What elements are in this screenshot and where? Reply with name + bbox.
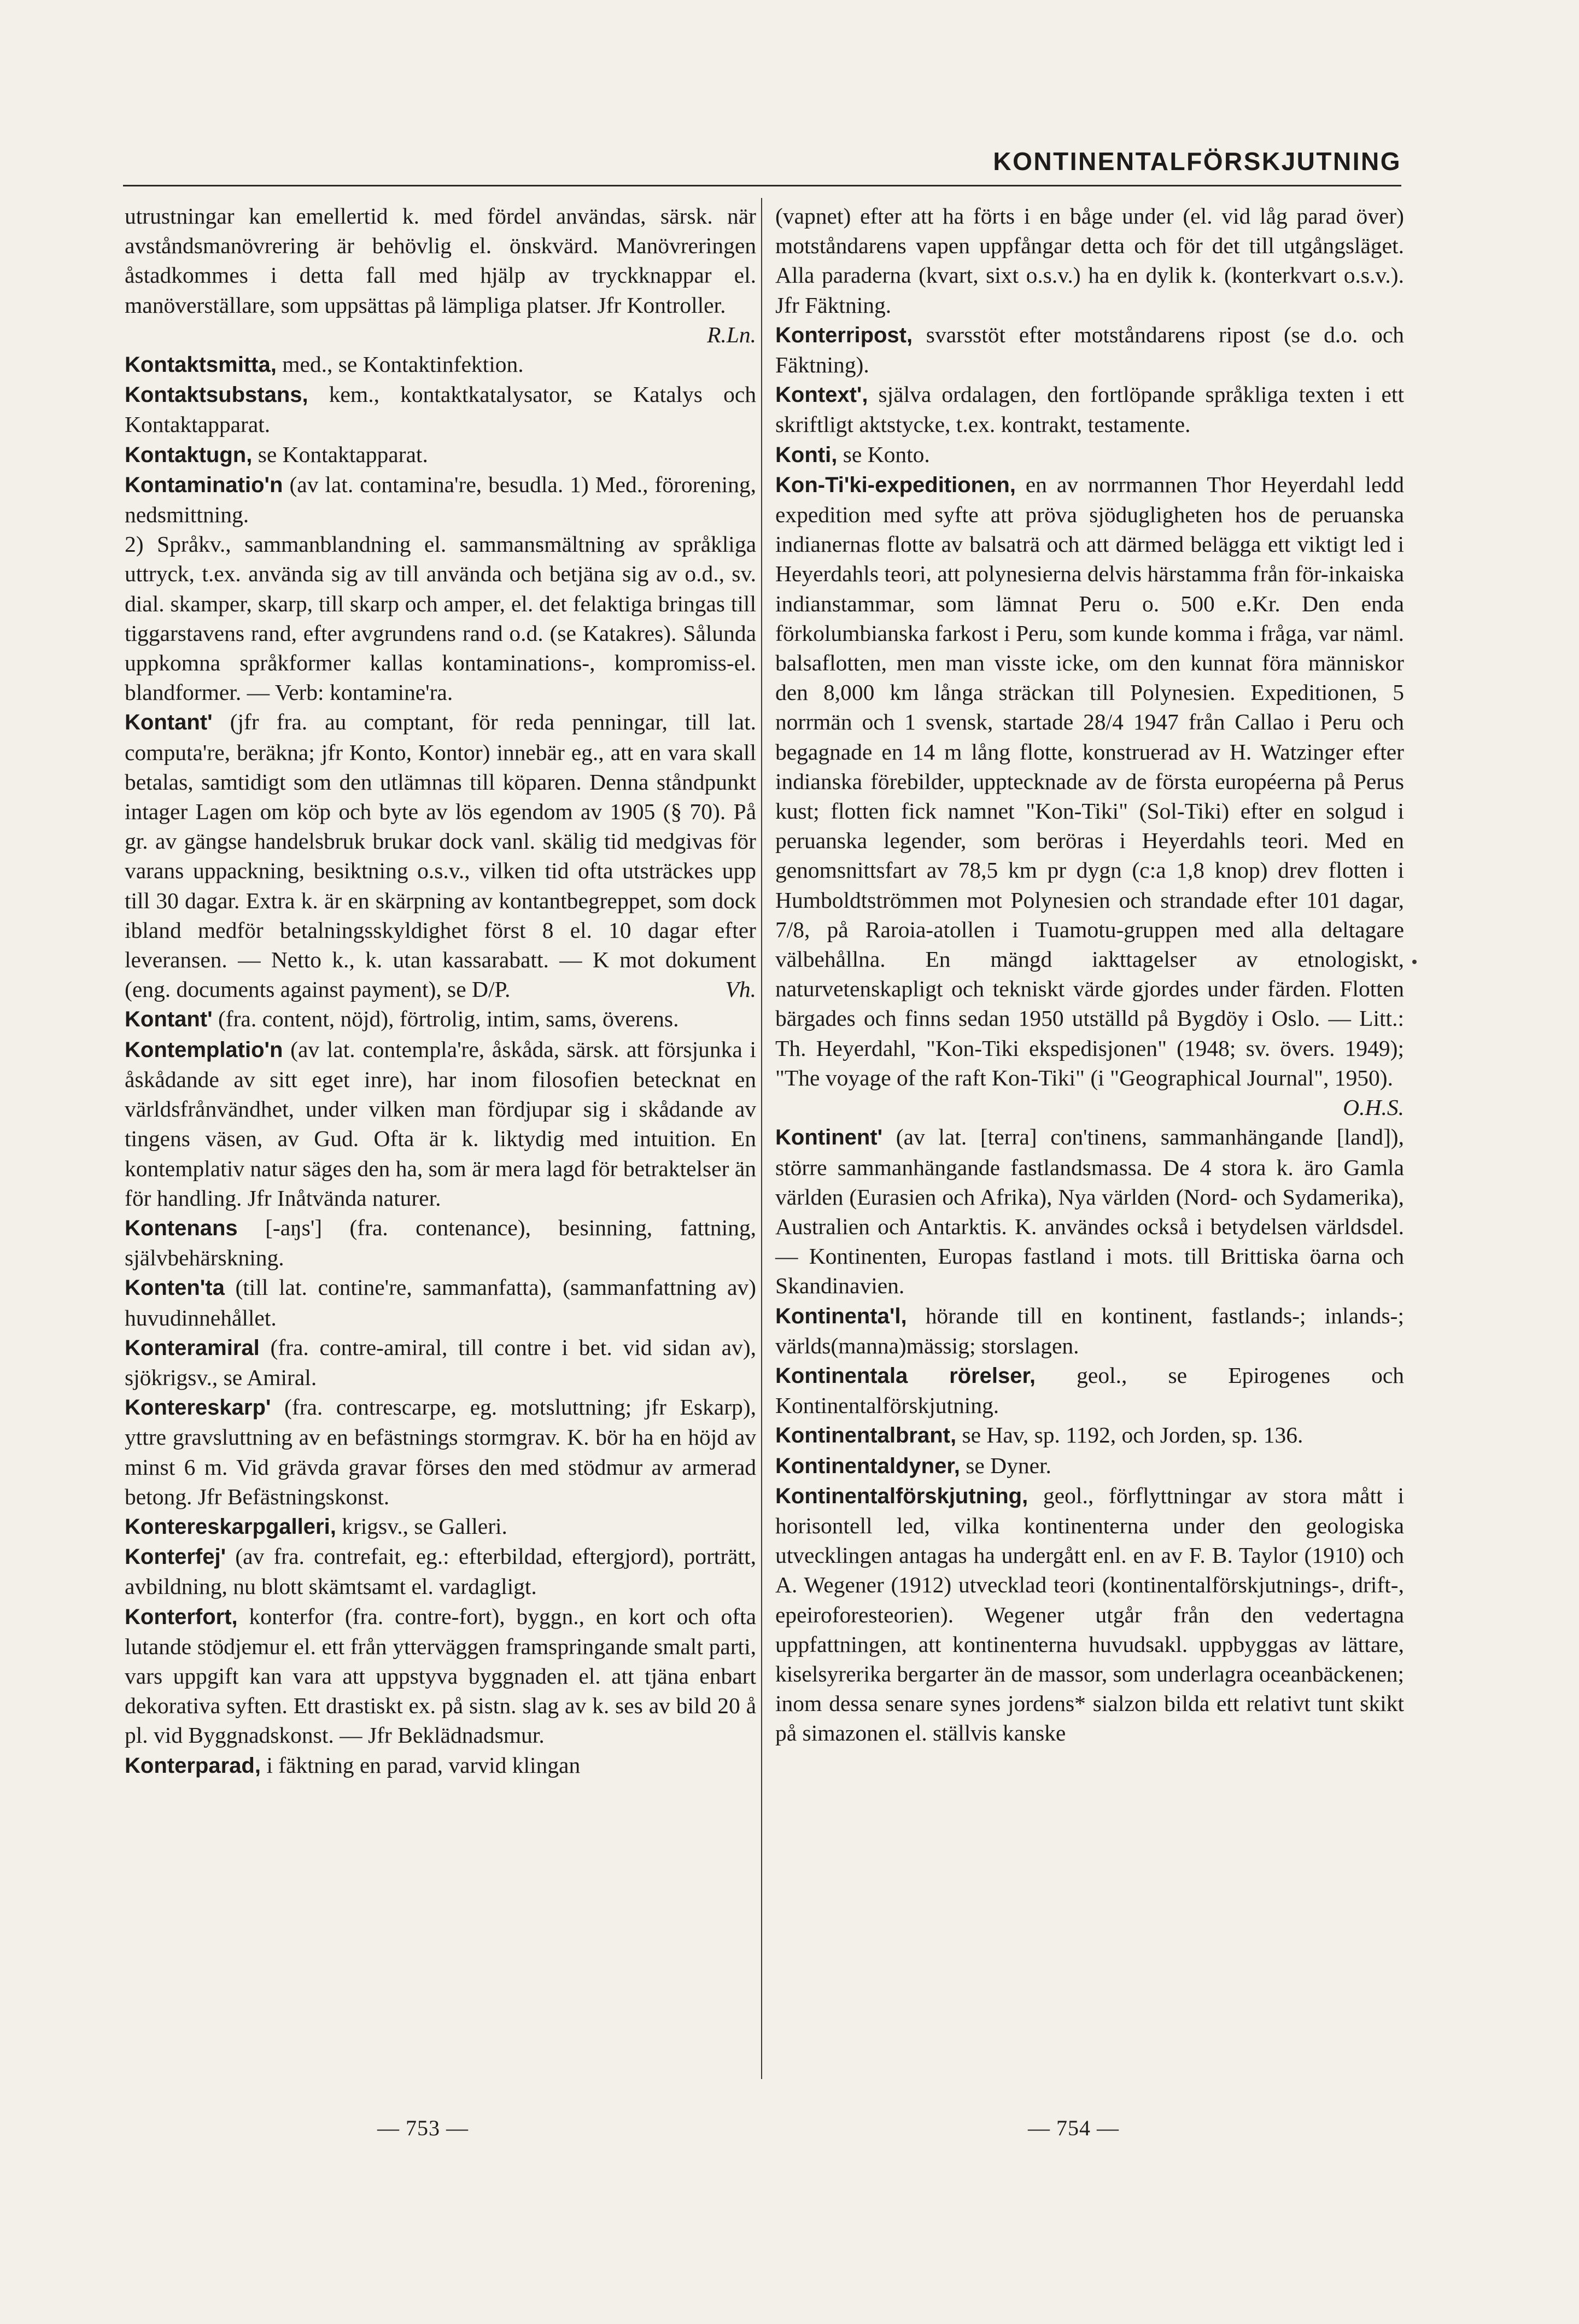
entry-text: själva ordalagen, den fortlöpande språkliga texten i ett skriftligt aktstycke, t.ex. kontrakt, testamente. — [775, 382, 1404, 437]
entry-text: en av norrmannen Thor Heyerdahl ledd expedition med syfte att pröva sjödugligheten hos de peruanska indianernas flotte av balsaträ och att därmed belägga ett viktigt led i Heyerdahls teori, att polynesierna delvis härstamma från för-inkaiska indianstammar, som lämnat Peru o. 500 e.Kr. Den enda förkolumbianska farkost i Peru, som kunde komma i fråga, var näml. balsaflotten, men man visste icke, om den kunnat föra människor den 8,000 km långa sträckan till Polynesien. Expeditionen, 5 norrmän och 1 svensk, startade 28/4 1947 från Callao i Peru och begagnade en 14 m lång flotte, konstruerad av H. Watzinger efter indianska förebilder, upptecknade av de första européerna på Perus kust; flotten fick namnet "Kon-Tiki" (Sol-Tiki) efter en solgud i peruanska legender, som beröras i Heyerdahls teori. Med en genomsnittsfart av 78,5 km pr dygn (c:a 1,8 knop) drev flotten i Humboldtströmmen mot Polynesien och strandade efter 101 dagar, 7/8, på Raroia-atollen i Tuamotu-gruppen med alla deltagare välbehållna. En mängd iakttagelser av etnologiskt, naturvetenskapligt och tekniskt värde gjordes under färden. Flotten bärgades och finns sedan 1950 utställd på Bygdöy i Oslo. — Litt.: Th. Heyerdahl, "Kon-Tiki ekspedisjonen" (1948; sv. övers. 1949); "The voyage of the raft Kon-Tiki" (i "Geographical Journal", 1950). — [775, 471, 1404, 1090]
entry-text: konterfor (fra. contre-fort), byggn., en kort och ofta lutande stödjemur el. ett från ytterväggen framspringande smalt parti, vars uppgift kan vara att uppstyva byggnaden el. att tjäna enbart dekorativa syften. Ett drastiskt ex. på sistn. slag av k. ses av bild 20 å pl. vid Byggnadskonst. — Jfr Beklädnadsmur. — [125, 1603, 756, 1748]
entry-text: (av fra. contrefait, eg.: efterbildad, eftergjord), porträtt, avbildning, nu blott skämtsamt el. vardagligt. — [125, 1544, 756, 1599]
right-column — [775, 201, 1404, 1748]
entry-text: (jfr fra. au comptant, för reda penningar, till lat. computa're, beräkna; jfr Konto, Kontor) innebär eg., att en vara skall betalas, samtidigt som den utlämnas till köparen. Denna ståndpunkt intager Lagen om köp och byte av lös egendom av 1905 (§ 70). På gr. av gängse handelsbruk brukar dock vanl. skälig tid medgivas för varans uppackning, besiktning o.s.v., vilken tid ofta utsträckes upp till 30 dagar. Extra k. är en skärpning av kontantbegreppet, som dock ibland medför betalningsskyldighet först 8 el. 10 dagar efter leveransen. — Netto k., k. utan kassarabatt. — K mot dokument (eng. documents against payment), se D/P. — [125, 709, 756, 1002]
dictionary-entry — [125, 201, 756, 349]
dictionary-entry — [775, 1122, 1404, 1300]
page-number-left: — 753 — — [377, 2116, 469, 2140]
entry-headword: Konterripost, — [775, 323, 913, 347]
author-signature: Vh. — [725, 977, 756, 1002]
dictionary-entry — [775, 1301, 1404, 1360]
entry-text: (till lat. contine're, sammanfatta), (sammanfattning av) huvudinnehållet. — [125, 1275, 756, 1330]
entry-headword: Kontereskarp' — [125, 1395, 271, 1420]
entry-text: se Konto. — [837, 441, 930, 467]
dictionary-entry — [125, 529, 756, 707]
dictionary-entry — [125, 379, 756, 439]
entry-text: kem., kontaktkatalysator, se Katalys och Kontaktapparat. — [125, 382, 756, 437]
entry-text: utrustningar kan emellertid k. med fördel användas, särsk. när avståndsmanövrering är behövlig el. önskvärd. Manövreringen åstadkommes i detta fall med hjälp av tryckknappar el. manöverställare, som uppsättas på lämpliga platser. Jfr Kontroller. — [125, 203, 756, 318]
entry-text: i fäktning en parad, varvid klingan — [260, 1752, 581, 1778]
entry-text: geol., se Epirogenes och Kontinentalförskjutning. — [775, 1362, 1404, 1418]
author-signature: O.H.S. — [1343, 1095, 1404, 1120]
dictionary-entry — [125, 1004, 756, 1034]
dictionary-entry — [775, 379, 1404, 439]
dictionary-entry — [125, 1541, 756, 1601]
dictionary-entry — [125, 707, 756, 1004]
entry-text: 2) Språkv., sammanblandning el. sammansmältning av språkliga uttryck, t.ex. använda sig av till använda och betjäna sig av o.d., sv. dial. skamper, skarp, till skarp och amper, el. det felaktiga bringas till tiggarstavens rand, efter avgrundens rand o.d. (se Katakres). Sålunda uppkomna språkformer kallas kontaminations-, kompromiss-el. blandformer. — Verb: kontamine'ra. — [125, 532, 756, 705]
entry-text: [-aŋs'] (fra. contenance), besinning, fattning, självbehärskning. — [125, 1214, 756, 1271]
entry-headword: Kontinent' — [775, 1125, 883, 1150]
entry-headword: Konti, — [775, 442, 838, 467]
entry-text: (av lat. contempla're, åskåda, särsk. att försjunka i åskådande av sitt eget inre), har inom filosofien betecknat en världsfrånvändhet, under vilken man fördjupar sig i skådande av tingens väsen, av Gud. Ofta är k. liktydig med intuition. En kontemplativ natur säges den ha, som är mera lagd för betraktelser än för handling. Jfr Inåtvända naturer. — [125, 1036, 756, 1211]
left-column — [125, 201, 756, 1780]
dictionary-entry — [775, 440, 1404, 470]
entry-headword: Kontaktsmitta, — [125, 353, 277, 377]
entry-headword: Kon-Ti'ki-expeditionen, — [775, 472, 1016, 497]
entry-headword: Kontext', — [775, 383, 868, 407]
header-rule — [123, 185, 1401, 186]
dictionary-entry — [775, 1481, 1404, 1748]
entry-headword: Konterfort, — [125, 1604, 238, 1629]
dictionary-entry — [125, 349, 756, 379]
entry-text: se Kontaktapparat. — [252, 441, 428, 467]
entry-text: svarsstöt efter motståndarens ripost (se d.o. och Fäktning). — [775, 322, 1404, 378]
dictionary-entry — [125, 1392, 756, 1511]
entry-headword: Kontaminatio'n — [125, 472, 283, 497]
dictionary-entry — [125, 1213, 756, 1272]
dictionary-entry — [125, 1272, 756, 1332]
entry-text: (fra. contrescarpe, eg. motsluttning; jfr Eskarp), yttre gravsluttning av en befästnings stormgrav. K. bör ha en höjd av minst 6 m. Vid grävda gravar förses den med stödmur av armerad betong. Jfr Befästningskonst. — [125, 1394, 756, 1509]
entry-headword: Kontenans — [125, 1216, 238, 1240]
entry-headword: Kontinenta'l, — [775, 1304, 907, 1328]
dictionary-entry — [775, 201, 1404, 320]
entry-text: hörande till en kontinent, fastlands-; inlands-; världs(manna)mässig; storslagen. — [775, 1303, 1404, 1358]
margin-dot — [1412, 960, 1417, 964]
entry-headword: Kontant' — [125, 710, 213, 735]
entry-text: (av lat. [terra] con'tinens, sammanhängande [land]), större sammanhängande fastlandsmassa. De 4 stora k. äro Gamla världen (Eurasien och Afrika), Nya världen (Nord- och Sydamerika), Australien och Antarktis. K. användes också i betydelsen världsdel. — Kontinenten, Europas fastland i mots. till Brittiska öarna och Skandinavien. — [775, 1124, 1404, 1299]
dictionary-entry — [775, 470, 1404, 1122]
entry-text: se Hav, sp. 1192, och Jorden, sp. 136. — [956, 1422, 1303, 1448]
entry-headword: Konten'ta — [125, 1276, 225, 1300]
dictionary-entry — [775, 1451, 1404, 1481]
entry-headword: Kontinentalförskjutning, — [775, 1484, 1028, 1508]
dictionary-entry — [125, 440, 756, 470]
dictionary-entry — [125, 1602, 756, 1750]
entry-headword: Kontinentala rörelser, — [775, 1363, 1036, 1388]
entry-text: (av lat. contamina're, besudla. 1) Med., förorening, nedsmittning. — [125, 471, 756, 528]
dictionary-entry — [125, 1333, 756, 1392]
running-head: KONTINENTALFÖRSKJUTNING — [993, 147, 1401, 176]
entry-text: (vapnet) efter att ha förts i en båge under (el. vid låg parad över) motståndarens vapen uppfångar detta och för det till utgångsläget. Alla paraderna (kvart, sixt o.s.v.) ha en dylik k. (konterkvart o.s.v.). Jfr Fäktning. — [775, 203, 1404, 318]
scan-artifact — [670, 21, 757, 40]
page-number-right: — 754 — — [1028, 2116, 1119, 2140]
entry-text: krigsv., se Galleri. — [336, 1513, 507, 1539]
entry-text: se Dyner. — [960, 1452, 1051, 1478]
entry-text: (fra. content, nöjd), förtrolig, intim, sams, överens. — [212, 1006, 679, 1032]
dictionary-entry — [775, 320, 1404, 379]
column-rule — [761, 198, 762, 2079]
dictionary-entry — [775, 1420, 1404, 1450]
entry-headword: Kontant' — [125, 1007, 213, 1032]
dictionary-entry — [125, 1750, 756, 1780]
entry-headword: Kontinentaldyner, — [775, 1453, 960, 1478]
entry-headword: Kontaktsubstans, — [125, 383, 308, 407]
dictionary-entry — [775, 1360, 1404, 1420]
entry-headword: Kontereskarpgalleri, — [125, 1514, 336, 1539]
entry-headword: Konteramiral — [125, 1335, 260, 1360]
entry-text: (fra. contre-amiral, till contre i bet. vid sidan av), sjökrigsv., se Amiral. — [125, 1334, 756, 1390]
entry-headword: Kontemplatio'n — [125, 1037, 283, 1062]
entry-headword: Kontinentalbrant, — [775, 1423, 957, 1448]
dictionary-entry — [125, 1511, 756, 1541]
entry-headword: Konterparad, — [125, 1753, 261, 1778]
entry-headword: Kontaktugn, — [125, 442, 253, 467]
dictionary-entry — [125, 470, 756, 529]
author-signature: R.Ln. — [707, 322, 756, 347]
dictionary-entry — [125, 1035, 756, 1213]
entry-text: geol., förflyttningar av stora mått i horisontell led, vilka kontinenterna under den geologiska utvecklingen antagas ha undergått enl. en av F. B. Taylor (1910) och A. Wegener (1912) utvecklad teori (kontinentalförskjutnings-, drift-, epeiroforesteorien). Wegener utgår från den vedertagna uppfattningen, att kontinenterna huvudsakl. uppbyggas av lättare, kiselsyrerika bergarter än de massor, som underlagra oceanbäckenen; inom dessa senare synes jordens* sialzon bilda ett relativt tunt skikt på simazonen el. ställvis kanske — [775, 1482, 1404, 1746]
entry-headword: Konterfej' — [125, 1545, 226, 1569]
entry-text: med., se Kontaktinfektion. — [276, 352, 524, 377]
